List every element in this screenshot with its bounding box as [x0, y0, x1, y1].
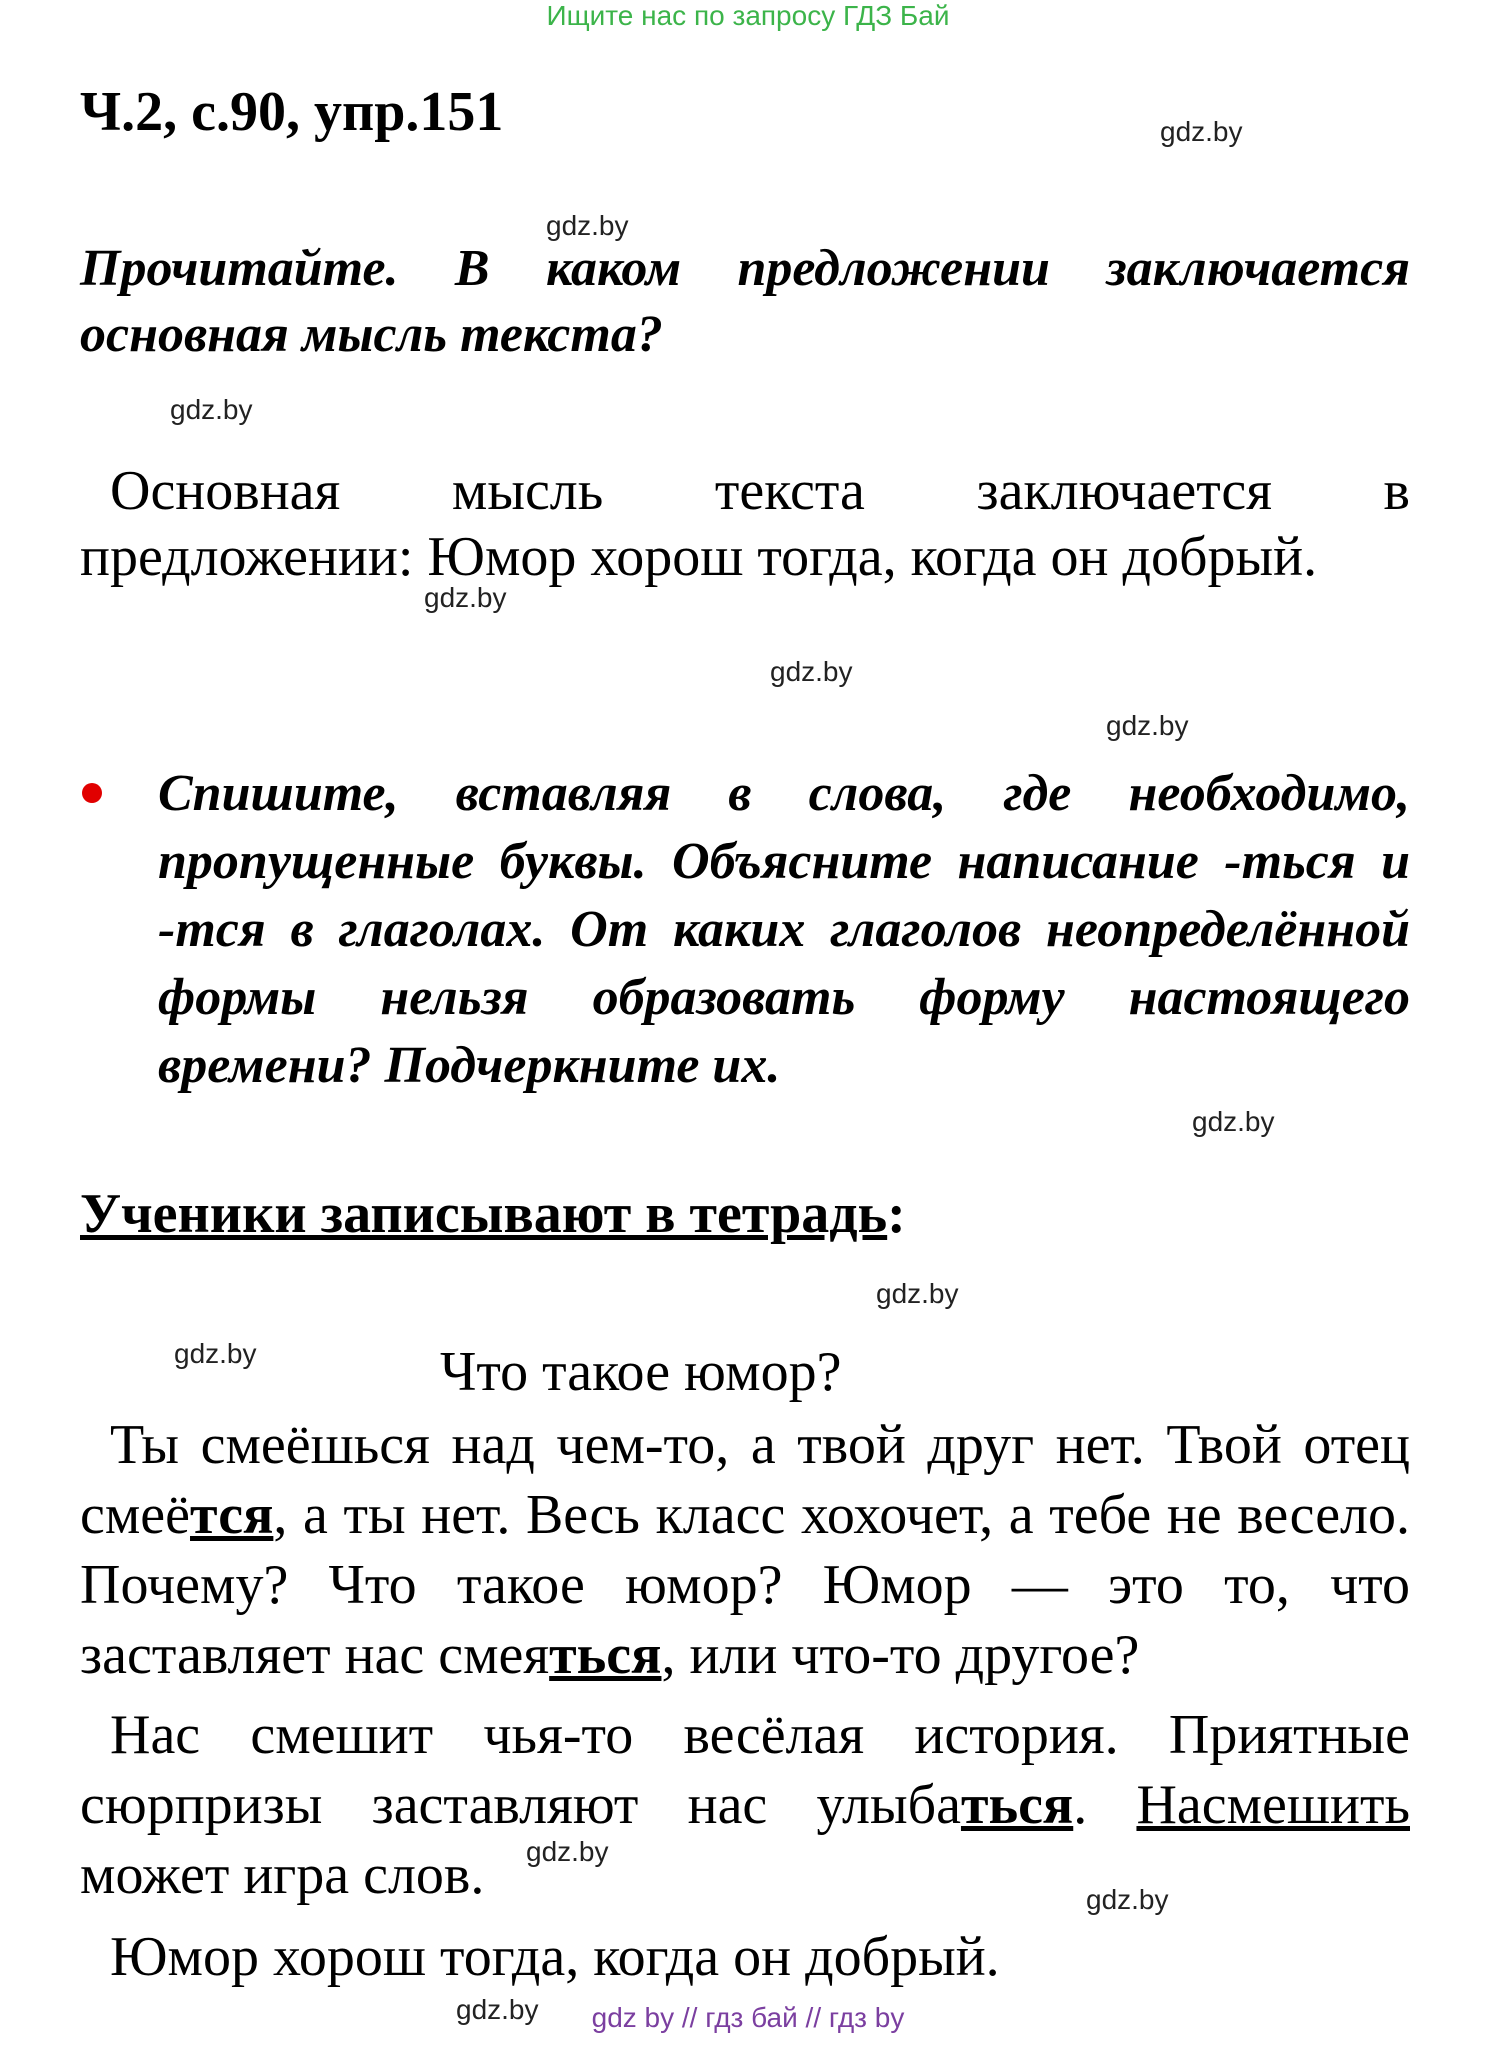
para-2-underlined-verb: Насмешить — [1136, 1774, 1410, 1836]
watermark: gdz.by — [170, 394, 253, 425]
para-1-text-e: , или что-то другое? — [661, 1624, 1140, 1686]
answer-1-line-1: Основная мысль текста заключается в — [110, 460, 1410, 522]
bottom-banner[interactable]: gdz by // гдз бай // гдз by — [591, 2002, 905, 2033]
paragraph-1 — [80, 1410, 1410, 1690]
para-1-suffix-2: ться — [549, 1624, 662, 1686]
para-1-text-a: Ты смеёшься над чем-то, а твой друг нет. Твой отец смеё — [80, 1414, 1410, 1546]
watermark: gdz.by — [456, 1994, 539, 2025]
subheading-text: Ученики записывают в тетрадь — [80, 1183, 888, 1245]
para-2-suffix: ться — [960, 1774, 1074, 1836]
task-2-text: Спишите, вставляя в слова, где необходимо, пропущенные буквы. Объясните написание -ться и -тся в глаголах. От каких глаголов неопределённой формы нельзя образовать форму настоящего времени? Подчеркните их. — [158, 765, 1410, 1094]
watermark: gdz.by — [876, 1278, 959, 1309]
answer-1 — [80, 458, 1410, 590]
watermark: gdz.by — [770, 656, 853, 687]
watermark: gdz.by — [1086, 1884, 1169, 1915]
watermark: gdz.by — [1192, 1106, 1275, 1137]
para-1-text-c: , а ты нет. Весь класс хохочет, а тебе не весело. Почему? Что такое юмор? Юмор — это то, что заставляет нас смея — [80, 1484, 1410, 1686]
bullet-icon — [82, 783, 102, 803]
watermark: gdz.by — [174, 1338, 257, 1369]
watermark: gdz.by — [424, 582, 507, 613]
para-2-text-a: Нас смешит чья-то весёлая история. Приятные сюрпризы заставляют нас улыба — [80, 1704, 1410, 1836]
para-2-text-e: может игра слов. — [80, 1844, 485, 1906]
para-2-text-c: . — [1073, 1774, 1137, 1836]
page-title: Ч.2, с.90, упр.151 — [80, 81, 504, 143]
paragraph-3 — [80, 1922, 1410, 1992]
subheading-colon: : — [887, 1183, 906, 1245]
watermark: gdz.by — [1160, 116, 1243, 147]
watermark: gdz.by — [526, 1836, 609, 1867]
task-1-text: Прочитайте. В каком предложении заключается основная мысль текста? — [80, 240, 1410, 363]
top-banner[interactable]: Ищите нас по запросу ГДЗ Бай — [546, 0, 950, 31]
paragraph-2 — [80, 1700, 1410, 1910]
answer-1-line-2: предложении: Юмор хорош тогда, когда он добрый. — [80, 526, 1318, 588]
text-title: Что такое юмор? — [440, 1341, 842, 1403]
section-subheading — [80, 1182, 906, 1246]
para-3-text: Юмор хорош тогда, когда он добрый. — [110, 1926, 1000, 1988]
watermark: gdz.by — [1106, 710, 1189, 741]
watermark: gdz.by — [546, 210, 629, 241]
para-1-suffix-1: тся — [190, 1484, 274, 1546]
